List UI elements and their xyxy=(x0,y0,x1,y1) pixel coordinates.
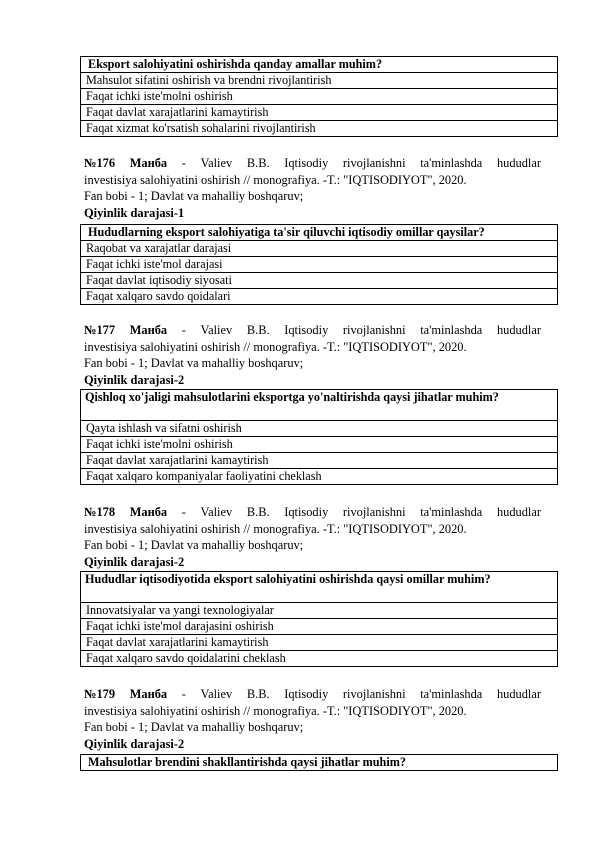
question-table-175 xyxy=(80,56,558,137)
source-word: ta'minlashda xyxy=(420,505,483,519)
source-line xyxy=(84,155,541,172)
answer-option: Faqat xalqaro savdo qoidalarini cheklash xyxy=(81,651,558,667)
question-text: Mahsulotlar brendini shakllantirishda qaysi jihatlar muhim? xyxy=(81,755,558,771)
source-word: Valiev xyxy=(200,687,233,701)
question-number: №177 xyxy=(84,323,116,337)
dash: - xyxy=(181,687,186,701)
source-block-178 xyxy=(84,504,541,570)
question-number: №178 xyxy=(84,505,116,519)
source-word: hududlar xyxy=(496,505,541,519)
source-word: Iqtisodiy xyxy=(284,687,329,701)
question-text: Eksport salohiyatini oshirishda qanday amallar muhim? xyxy=(81,57,558,73)
source-word: ta'minlashda xyxy=(420,687,483,701)
source-block-176 xyxy=(84,155,541,221)
source-citation: investisiya salohiyatini oshirish // monografiya. -T.: "IQTISODIYOT", 2020. xyxy=(84,521,467,536)
source-citation: investisiya salohiyatini oshirish // monografiya. -T.: "IQTISODIYOT", 2020. xyxy=(84,339,467,354)
source-label: Манба xyxy=(129,687,168,701)
source-block-177 xyxy=(84,322,541,388)
answer-option: Faqat davlat xarajatlarini kamaytirish xyxy=(81,635,558,651)
source-citation: investisiya salohiyatini oshirish // monografiya. -T.: "IQTISODIYOT", 2020. xyxy=(84,172,467,187)
source-word: Iqtisodiy xyxy=(284,505,329,519)
answer-option: Faqat xizmat ko'rsatish sohalarini rivojlantirish xyxy=(81,121,558,137)
dash: - xyxy=(181,156,186,170)
source-word: rivojlanishni xyxy=(342,323,406,337)
source-word: Iqtisodiy xyxy=(284,323,329,337)
answer-option: Faqat ichki iste'molni oshirish xyxy=(81,437,558,453)
question-text: Hududlarning eksport salohiyatiga ta'sir qiluvchi iqtisodiy omillar qaysilar? xyxy=(81,225,558,241)
source-label: Манба xyxy=(129,323,168,337)
dash: - xyxy=(181,323,186,337)
answer-option: Mahsulot sifatini oshirish va brendni rivojlantirish xyxy=(81,73,558,89)
source-word: B.B. xyxy=(246,156,270,170)
source-word: hududlar xyxy=(496,323,541,337)
subject-chapter: Fan bobi - 1; Davlat va mahalliy boshqaruv; xyxy=(84,356,304,371)
dash: - xyxy=(181,505,186,519)
source-line xyxy=(84,504,541,521)
question-table-179 xyxy=(80,754,558,771)
question-table-176 xyxy=(80,224,558,305)
source-word: Iqtisodiy xyxy=(284,156,329,170)
answer-option: Faqat davlat xarajatlarini kamaytirish xyxy=(81,105,558,121)
answer-option: Faqat xalqaro kompaniyalar faoliyatini cheklash xyxy=(81,469,558,485)
source-word: rivojlanishni xyxy=(342,687,406,701)
source-word: Valiev xyxy=(200,156,233,170)
source-word: Valiev xyxy=(200,323,233,337)
answer-option: Faqat davlat xarajatlarini kamaytirish xyxy=(81,453,558,469)
source-word: rivojlanishni xyxy=(342,505,406,519)
question-text: Qishloq xo'jaligi mahsulotlarini eksportga yo'naltirishda qaysi jihatlar muhim? xyxy=(81,390,558,421)
answer-option: Raqobat va xarajatlar darajasi xyxy=(81,241,558,257)
subject-chapter: Fan bobi - 1; Davlat va mahalliy boshqaruv; xyxy=(84,720,304,735)
question-number: №179 xyxy=(84,687,116,701)
subject-chapter: Fan bobi - 1; Davlat va mahalliy boshqaruv; xyxy=(84,189,304,204)
answer-option: Faqat ichki iste'mol darajasi xyxy=(81,257,558,273)
difficulty-level: Qiyinlik darajasi-1 xyxy=(84,205,185,220)
source-word: ta'minlashda xyxy=(420,156,483,170)
answer-option: Faqat ichki iste'mol darajasini oshirish xyxy=(81,619,558,635)
question-number: №176 xyxy=(84,156,116,170)
source-block-179 xyxy=(84,686,541,752)
answer-option: Innovatsiyalar va yangi texnologiyalar xyxy=(81,603,558,619)
difficulty-level: Qiyinlik darajasi-2 xyxy=(84,554,185,569)
question-table-178 xyxy=(80,571,558,667)
source-word: B.B. xyxy=(246,323,270,337)
source-label: Манба xyxy=(129,505,168,519)
question-table-177 xyxy=(80,389,558,485)
question-text: Hududlar iqtisodiyotida eksport salohiyatini oshirishda qaysi omillar muhim? xyxy=(81,572,558,603)
source-line xyxy=(84,686,541,703)
source-word: Valiev xyxy=(200,505,233,519)
difficulty-level: Qiyinlik darajasi-2 xyxy=(84,372,185,387)
source-citation: investisiya salohiyatini oshirish // monografiya. -T.: "IQTISODIYOT", 2020. xyxy=(84,703,467,718)
subject-chapter: Fan bobi - 1; Davlat va mahalliy boshqaruv; xyxy=(84,538,304,553)
answer-option: Qayta ishlash va sifatni oshirish xyxy=(81,421,558,437)
difficulty-level: Qiyinlik darajasi-2 xyxy=(84,736,185,751)
source-word: B.B. xyxy=(246,505,270,519)
source-word: hududlar xyxy=(496,687,541,701)
answer-option: Faqat xalqaro savdo qoidalari xyxy=(81,289,558,305)
source-line xyxy=(84,322,541,339)
answer-option: Faqat ichki iste'molni oshirish xyxy=(81,89,558,105)
source-word: hududlar xyxy=(496,156,541,170)
source-word: B.B. xyxy=(246,687,270,701)
source-word: ta'minlashda xyxy=(420,323,483,337)
source-word: rivojlanishni xyxy=(342,156,406,170)
answer-option: Faqat davlat iqtisodiy siyosati xyxy=(81,273,558,289)
source-label: Манба xyxy=(129,156,168,170)
